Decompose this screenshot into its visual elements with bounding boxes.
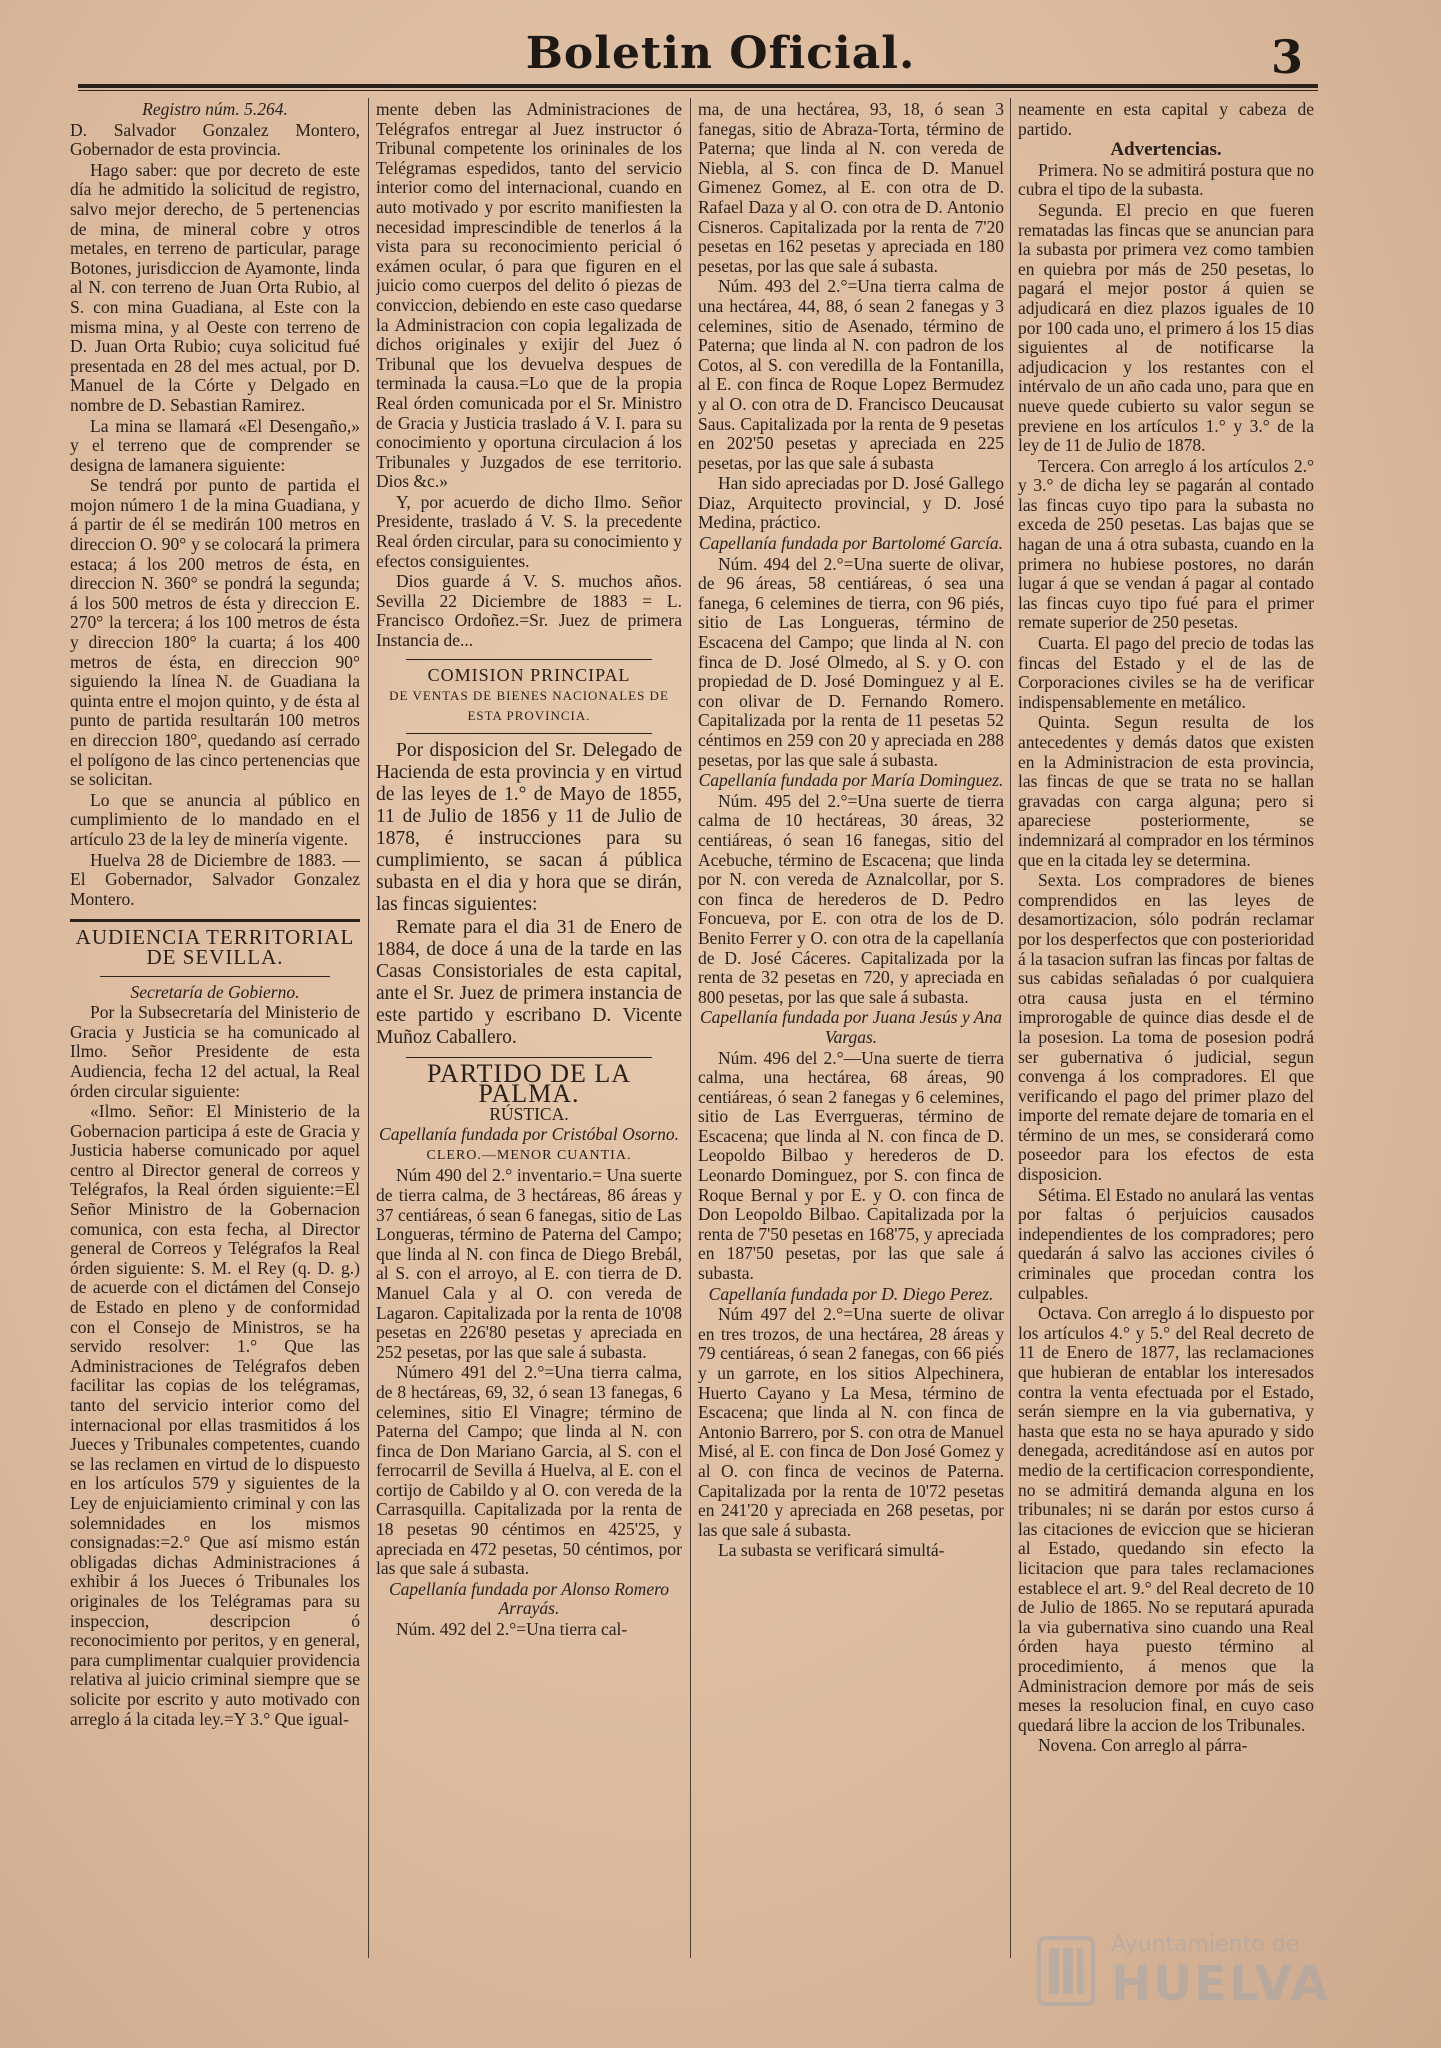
column-3	[698, 100, 1004, 1960]
section-rule-thin	[406, 733, 652, 734]
column-4	[1018, 100, 1314, 1960]
paragraph: Hago saber: que por decreto de este día he admitido la solicitud de registro, salvo mejor derecho, de 5 pertenencias de mina, de mineral cobre y otros metales, en terreno de particular, parage Botones, jurisdiccion de Ayamonte, linda al N. con terreno de Juan Orta Rubio, al S. con mina Guadiana, al Este con la misma mina, y al Oeste con terreno de D. Juan Orta Rubio; cuya solicitud fué presentada en 28 del mes actual, por D. Manuel de la Córte y Delgado en nombre de D. Sebastian Ramirez.	[70, 159, 360, 415]
column-2	[376, 100, 682, 1960]
paragraph: Lo que se anuncia al público en cumplimiento de lo mandado en el artículo 23 de la ley de minería vigente.	[70, 789, 360, 849]
capellania-heading: Capellanía fundada por Alonso Romero Arrayás.	[389, 1578, 669, 1619]
paragraph: Núm. 493 del 2.°=Una tierra calma de una hectárea, 44, 88, ó sean 2 fanegas y 3 celemines, sitio de Asenado, término de Paterna; que linda al N. con padron de los Cotos, al S. con veredilla de la Fontanilla, al E. con finca de Roque Lopez Bermudez y al O. con otra de D. Francisco Deucausat Saus. Capitalizada por la renta de 9 pesetas en 202'50 pesetas y apreciada en 225 pesetas, por las que sale á subasta	[698, 276, 1004, 473]
paragraph: Núm. 492 del 2.°=Una tierra cal-	[396, 1619, 628, 1640]
registro-number: Registro núm. 5.264.	[142, 100, 288, 119]
capellania-heading: Capellanía fundada por María Dominguez.	[698, 770, 1004, 791]
rustica-heading: RÚSTICA.	[489, 1103, 569, 1124]
top-rule-thin	[78, 90, 1318, 91]
comision-heading: COMISION PRINCIPAL	[427, 664, 631, 685]
advertencias-heading: Advertencias.	[1110, 139, 1222, 161]
section-rule-thin	[406, 1057, 652, 1058]
watermark	[1031, 1930, 1371, 2010]
section-rule	[70, 919, 360, 922]
capellania-heading: Capellanía fundada por Cristóbal Osorno.	[379, 1124, 679, 1145]
paragraph: La mina se llamará «El Desengaño,» y el terreno que de comprender se designa de lamanera siguiente:	[70, 415, 360, 475]
paragraph: Huelva 28 de Diciembre de 1883. —El Gobernador, Salvador Gonzalez Montero.	[70, 849, 360, 909]
city-emblem-icon	[1031, 1930, 1101, 2010]
partido-heading: PARTIDO DE LA PALMA.	[426, 1059, 632, 1108]
paragraph: neamente en esta capital y cabeza de partido.	[1018, 100, 1314, 139]
paragraph: Núm. 495 del 2.°=Una suerte de tierra calma de 10 hectáreas, 30 áreas, 32 centiáreas, ó sean 16 fanegas, sitio del Acebuche, término de Escacena; que linda por N. con vereda de Aznalcollar, por S. con finca de herederos de D. Pedro Foncueva, por E. con otra de los de D. Benito Ferrer y O. con otra de la capellanía de D. José Cáceres. Capitalizada por la renta de 32 pesetas en 720, y apreciada en 800 pesetas, por las que sale á subasta.	[698, 790, 1004, 1007]
capellania-heading: Capellanía fundada por Juana Jesús y Ana Vargas.	[699, 1007, 1002, 1047]
paragraph: Sétima. El Estado no anulará las ventas por faltas ó perjuicios causados independientes de los compradores; pero quedarán á salvo las acciones civiles ó criminales que procedan contra los culpables.	[1018, 1184, 1314, 1303]
paragraph: Quinta. Segun resulta de los antecedentes y demás datos que existen en la Administracion de esta provincia, las fincas de que se trata no se hallan gravadas con carga alguna; pero si apareciese posteriormente, se indemnizará al comprador en los términos que en la citada ley se determina.	[1018, 712, 1314, 870]
comision-subheading: DE VENTAS DE BIENES NACIONALES DE ESTA PROVINCIA.	[389, 688, 669, 723]
paragraph: «Ilmo. Señor: El Ministerio de la Gobernacion participa á este de Gracia y Justicia haberse comunicado por aquel centro al Director general de correos y Telégrafos, la Real órden siguiente:=El Señor Ministro de la Gobernacion comunica, con esta fecha, al Director general de Correos y Telégrafos la Real órden siguiente: S. M. el Rey (q. D. g.) de acuerde con el dictámen del Consejo de Estado en pleno y de conformidad con el Consejo de Ministros, se ha servido resolver: 1.° Que las Administraciones de Telégrafos deben facilitar las copias de los telégramas, tanto del servicio interior como del internacional por ellas trasmitidos á los Jueces y Tribunales competentes, cuando se las reclamen en virtud de lo dispuesto en los artículos 579 y siguientes de la Ley de enjuiciamiento criminal y con las solemnidades en los mismos consignadas:=2.° Que así mismo están obligadas dichas Administraciones á exhibir á los Jueces ó Tribunales los originales de los Telégramas para su inspeccion, descripcion ó reconocimiento por peritos, y en general, para cumplimentar cualquier providencia relativa al juicio criminal siempre que se solicite por escrito y auto motivado con arreglo á la citada ley.=Y 3.° Que igual-	[70, 1101, 360, 1729]
paragraph: Segunda. El precio en que fueren rematadas las fincas que se anuncian para la subasta por primera vez como tambien en quiebra por más de 250 pesetas, lo pagará el mejor postor á quien se adjudicará en diez plazos iguales de 10 por 100 cada uno, el primero á los 15 dias siguientes al de notificarse la adjudicacion y los restantes con el intérvalo de un año cada uno, para que en nueve quede cubierto su valor segun se previene en los artículos 1.° y 3.° de la ley de 11 de Julio de 1878.	[1018, 199, 1314, 456]
paragraph: Remate para el dia 31 de Enero de 1884, de doce á una de la tarde en las Casas Consistoriales de esta capital, ante el Sr. Juez de primera instancia de este partido y escribano D. Vicente Muñoz Caballero.	[376, 917, 682, 1049]
secretaria-heading: Secretaría de Gobierno.	[130, 981, 300, 1002]
paragraph: Por disposicion del Sr. Delegado de Hacienda de esta provincia y en virtud de las leyes de 1.° de Mayo de 1855, 11 de Julio de 1856 y 11 de Julio de 1878, é instrucciones para su cumplimiento, se sacan á pública subasta en el dia y hora que se dirán, las fincas siguientes:	[376, 740, 682, 916]
paragraph: Se tendrá por punto de partida el mojon número 1 de la mina Guadiana, y á partir de él se medirán 100 metros en direccion O. 90° y se colocará la primera estaca; á los 200 metros de ésta, en direccion N. 360° se pondrá la segunda; á los 500 metros de ésta y direccion E. 270° la tercera; á los 100 metros de ésta y direccion 180° la cuarta; á los 400 metros de ésta, en direccion 90° siguiendo la línea N. de Guadiana la quinta entre el mojon quinto, y de ésta al punto de partida resultarán 100 metros en direccion 180°, quedando así cerrado el polígono de las cinco pertenencias que se solicitan.	[70, 475, 360, 790]
capellania-heading: Capellanía fundada por D. Diego Perez.	[708, 1283, 994, 1304]
capellania-heading: Capellanía fundada por Bartolomé García.	[698, 533, 1004, 554]
audiencia-heading: AUDIENCIA TERRITORIAL DE SEVILLA.	[75, 925, 355, 969]
clero-heading: CLERO.—MENOR CUANTIA.	[426, 1147, 632, 1163]
paragraph: Núm. 494 del 2.°=Una suerte de olivar, de 96 áreas, 58 centiáreas, ó sea una fanega, 6 celemines de tierra, con 96 piés, sitio de Las Longueras, término de Escacena del Campo; que linda al N. con finca de D. José Olmedo, al S. y O. con propiedad de D. José Dominguez y al E. con olivar de D. Fernando Romero. Capitalizada por la renta de 11 pesetas 52 céntimos en 259 con 20 y apreciada en 288 pesetas, por las que sale á subasta.	[698, 553, 1004, 770]
section-rule-thin	[406, 659, 652, 660]
paragraph: Núm 497 del 2.°=Una suerte de olivar en tres trozos, de una hectárea, 28 áreas y 79 centiáreas, ó sean 2 fanegas, con 66 piés y un garrote, en los sitios Alpechinera, Huerto Cayano y La Mesa, término de Escacena; que linda al N. con finca de Antonio Barrero, por S. con otra de Manuel Misé, al E. con finca de Don José Gomez y al O. con finca de vecinos de Paterna. Capitalizada por la renta de 10'72 pesetas en 241'20 y apreciada en 268 pesetas, por las que sale á subasta.	[698, 1304, 1004, 1540]
column-divider	[690, 98, 691, 1958]
paragraph: Número 491 del 2.°=Una tierra calma, de 8 hectáreas, 69, 32, ó sean 13 fanegas, 6 celemines, sitio El Vinagre; término de Paterna del Campo; que linda al N. con finca de Don Mariano Garcia, al S. con el ferrocarril de Sevilla á Huelva, al E. con el cortijo de Cabildo y al O. con vereda de la Carrasquilla. Capitalizada por la renta de 18 pesetas 90 céntimos en 425'25, y apreciada en 472 pesetas, 50 céntimos, por las que sale á subasta.	[376, 1362, 682, 1579]
paragraph: Han sido apreciadas por D. José Gallego Diaz, Arquitecto provincial, y D. José Medina, práctico.	[698, 473, 1004, 533]
top-rule	[78, 84, 1318, 88]
paragraph: D. Salvador Gonzalez Montero, Gobernador de esta provincia.	[70, 119, 360, 160]
page-number: 3	[1270, 30, 1303, 84]
paragraph: La subasta se verificará simultá-	[718, 1540, 945, 1561]
paragraph: ma, de una hectárea, 93, 18, ó sean 3 fanegas, sitio de Abraza-Torta, término de Paterna; que linda al N. con vereda de Niebla, al S. con finca de D. Manuel Gimenez Gomez, al E. con otra de D. Rafael Daza y al O. con otra de D. Antonio Cisneros. Capitalizada por la renta de 7'20 pesetas en 162 pesetas y apreciada en 180 pesetas, por las que sale á subasta.	[698, 100, 1004, 276]
paragraph: Y, por acuerdo de dicho Ilmo. Señor Presidente, traslado á V. S. la precedente Real órden circular, para su conocimiento y efectos consiguientes.	[376, 491, 682, 571]
column-divider	[1010, 98, 1011, 1958]
section-rule-thin	[100, 976, 330, 977]
watermark-line-1: Ayuntamiento de	[1111, 1932, 1300, 1957]
watermark-line-2: HUELVA	[1111, 1956, 1330, 2012]
paragraph: Dios guarde á V. S. muchos años. Sevilla 22 Diciembre de 1883 = L. Francisco Ordoñez.=Sr. Juez de primera Instancia de...	[376, 571, 682, 651]
paragraph: Cuarta. El pago del precio de todas las fincas del Estado y el de las de Corporaciones civiles se ha de verificar indispensablemente en metálico.	[1018, 633, 1314, 712]
column-divider	[368, 98, 369, 1958]
paragraph: mente deben las Administraciones de Telégrafos entregar al Juez instructor ó Tribunal competente los orininales de los Telégramas espedidos, tanto del servicio interior como del internacional, cuando en auto motivado y por escrito manifiesten la necesidad imprescindible de tenerlos á la vista para su reconocimiento pericial ó exámen ocular, ó para que figuren en el juicio como cuerpos del delito ó piezas de conviccion, debiendo en este caso quedarse la Administracion con copia legalizada de dichos originales y exijir del Juez ó Tribunal que los devuelva despues de terminada la causa.=Lo que de la propia Real órden comunicada por el Sr. Ministro de Gracia y Justicia traslado á V. I. para su conocimiento y oportuna circulacion á los Tribunales y Juzgados de ese territorio. Dios &c.»	[376, 100, 682, 492]
paragraph: Novena. Con arreglo al párra-	[1038, 1735, 1248, 1756]
paragraph: Tercera. Con arreglo á los artículos 2.° y 3.° de dicha ley se pagarán al contado las fincas cuyo tipo para la subasta no exceda de 250 pesetas. Las bajas que se hagan de una á otra subasta, cuando en la primera no hubiese postores, no darán lugar á que se vendan á pagar al contado las fincas cuyo tipo fué para el primer remate superior de 250 pesetas.	[1018, 455, 1314, 633]
paragraph: Por la Subsecretaría del Ministerio de Gracia y Justicia se ha comunicado al Ilmo. Señor Presidente de esta Audiencia, fecha 12 del actual, la Real órden circular siguiente:	[70, 1002, 360, 1101]
paragraph: Núm 490 del 2.° inventario.= Una suerte de tierra calma, de 3 hectáreas, 86 áreas y 37 centiáreas, ó sean 6 fanegas, sitio de Las Longueras, término de Paterna del Campo; que linda al N. con finca de Diego Brebál, al S. con el arroyo, al E. con tierra de D. Manuel Cala y al O. con vereda de Lagaron. Capitalizada por la renta de 10'08 pesetas en 226'80 pesetas y apreciada en 252 pesetas, por las que sale á subasta.	[376, 1165, 682, 1362]
page-title: Boletin Oficial.	[525, 28, 916, 79]
paragraph: Octava. Con arreglo á lo dispuesto por los artículos 4.° y 5.° del Real decreto de 11 de Enero de 1877, las reclamaciones que hubieran de entablar los interesados contra la venta efectuada por el Estado, serán siempre en la via gubernativa, y hasta que esta no se haya apurado y sido denegada, acreditándose así en autos por medio de la certificacion correspondiente, no se admitirá demanda alguna en los tribunales; ni se darán por estos curso á las citaciones de eviccion que se hicieran al Estado, quedando sin efecto la licitacion que para tales reclamaciones establece el art. 9.° del Real decreto de 10 de Julio de 1865. No se reputará apurada la via gubernativa sino cuando una Real órden haya puesto término al procedimiento, á menos que la Administracion demore por más de seis meses la resolucion final, en cuyo caso quedará libre la accion de los Tribunales.	[1018, 1303, 1314, 1735]
column-1	[70, 100, 360, 1960]
paragraph: Primera. No se admitirá postura que no cubra el tipo de la subasta.	[1018, 159, 1314, 200]
paragraph: Sexta. Los compradores de bienes comprendidos en las leyes de desamortizacion, sólo podrán reclamar por los desperfectos que con posterioridad á la tasacion sufran las fincas por faltas de sus cabidas señaladas ó por cualquiera otra causa justa en el término improrogable de quince dias desde el de la posesion. La toma de posesion podrá ser gubernativa ó judicial, segun convenga á los compradores. El que verificando el pago del primer plazo del importe del remate dejare de tomaria en el término de un mes, se considerará como poseedor para los efectos de esta disposicion.	[1018, 870, 1314, 1185]
paragraph: Núm. 496 del 2.°—Una suerte de tierra calma, una hectárea, 68 áreas, 90 centiáreas, ó sean 2 fanegas y 6 celemines, sitio de Las Everrgueras, término de Escacena; que linda al N. con finca de D. Leopoldo Bilbao y herederos de D. Leonardo Dominguez, por S. con finca de Roque Bernal y por E. y O. con finca de Don Leopoldo Bilbao. Capitalizada por la renta de 7'50 pesetas en 168'75, y apreciada en 187'50 pesetas, por las que sale á subasta.	[698, 1047, 1004, 1284]
